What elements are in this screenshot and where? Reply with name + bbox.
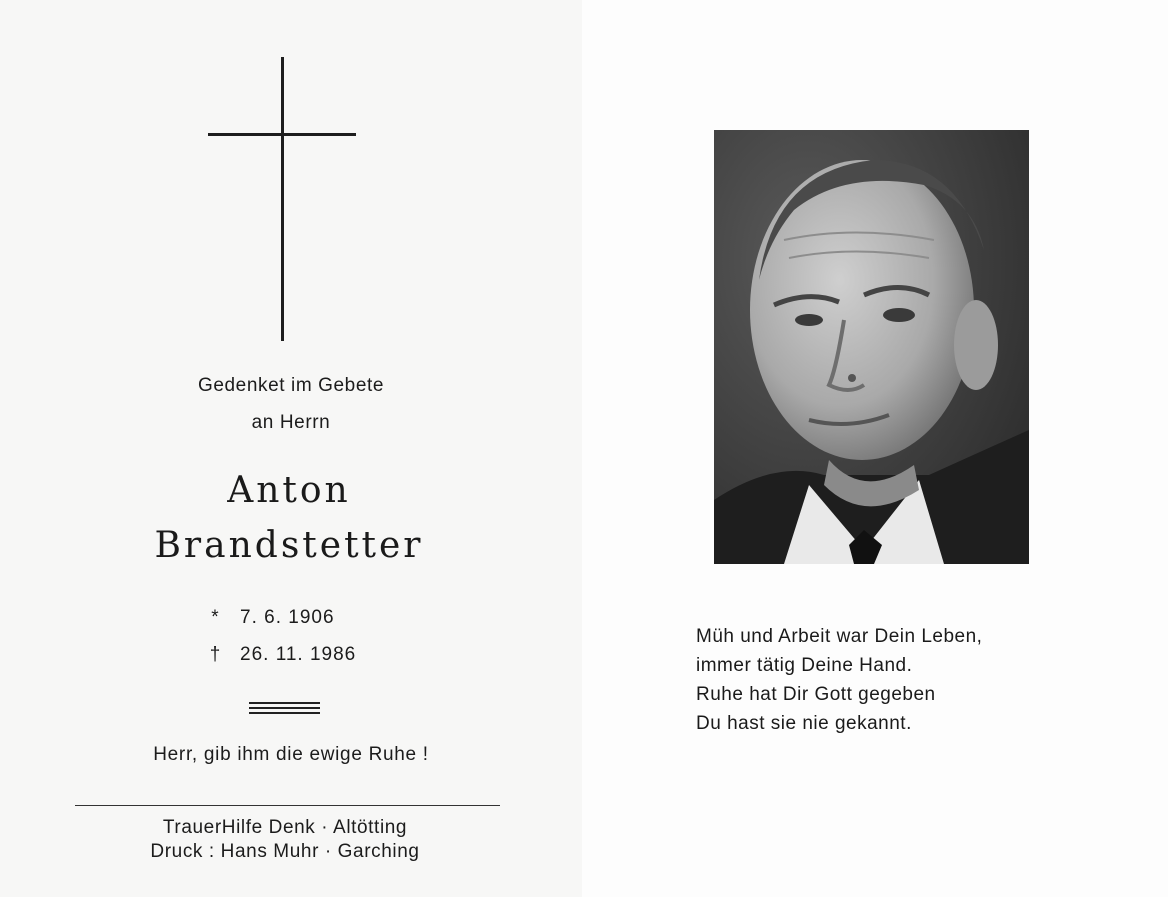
credit-separator-rule [75,805,500,806]
verse-line: Müh und Arbeit war Dein Leben, [696,626,983,647]
birth-date: 7. 6. 1906 [240,607,335,628]
portrait-photo [714,130,1029,564]
deceased-last-name: Brandstetter [154,525,424,566]
birth-star-icon: * [211,607,219,628]
ornament-divider-line [249,707,320,709]
cross-icon-vertical [281,57,284,341]
verse-line: Ruhe hat Dir Gott gegeben [696,684,936,705]
intro-line-2: an Herrn [251,412,331,433]
memorial-verse [696,622,982,738]
birth-date-row [202,607,335,629]
death-dagger-icon: † [209,644,221,665]
ornament-divider-line [249,702,320,704]
ornament-divider-line [249,712,320,714]
printer-credit: Druck : Hans Muhr · Garching [150,841,420,862]
portrait-photo-drawing [714,130,1029,564]
verse-line: immer tätig Deine Hand. [696,655,913,676]
prayer-text: Herr, gib ihm die ewige Ruhe ! [153,744,429,765]
funeral-home-credit: TrauerHilfe Denk · Altötting [162,817,408,838]
death-date: 26. 11. 1986 [240,644,357,665]
deceased-first-name: Anton [227,470,351,511]
verse-line: Du hast sie nie gekannt. [696,713,912,734]
death-date-row [202,644,356,666]
card-left-page [0,0,582,897]
intro-line-1: Gedenket im Gebete [197,375,385,396]
cross-icon-horizontal [208,133,356,136]
